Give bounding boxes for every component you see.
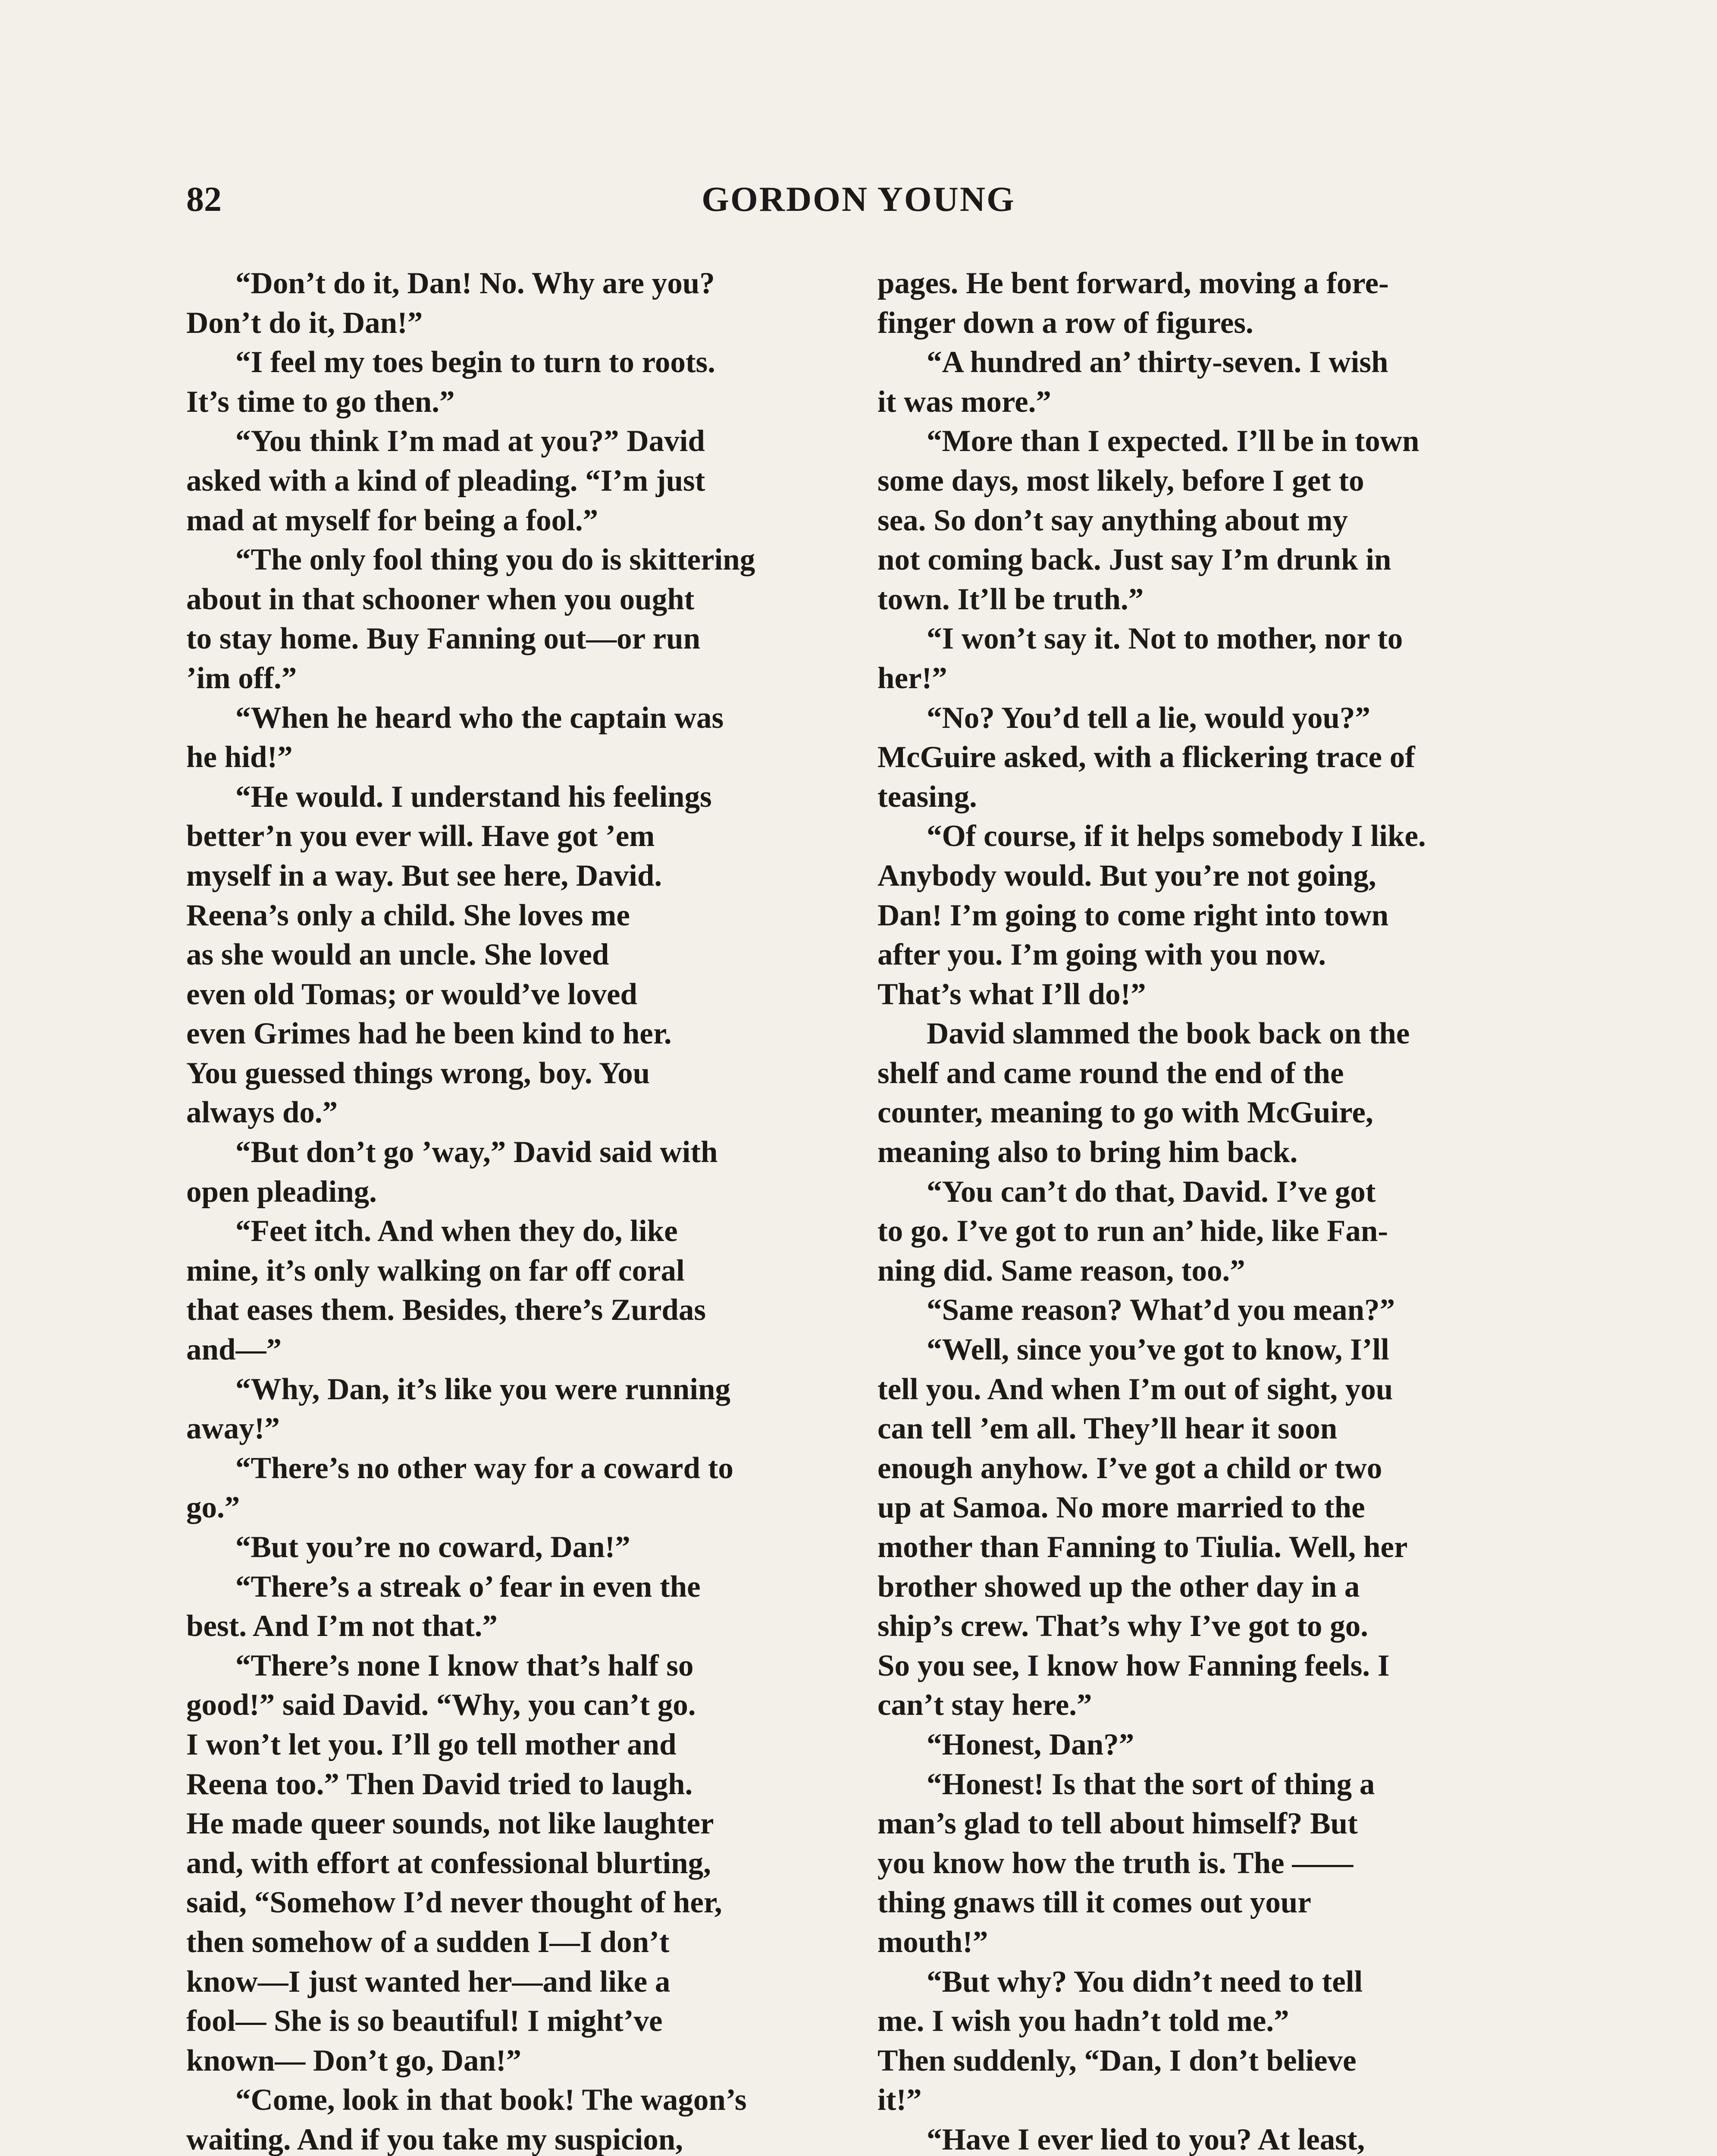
paragraph: “You can’t do that, David. I’ve got to go. I’ve got to run an’ hide, like Fan- ning did. Same reason, too.” xyxy=(877,1175,1388,1288)
paragraph: “Feet itch. And when they do, like mine, it’s only walking on far off coral that eases them. Besides, there’s Zurdas and—” xyxy=(186,1214,706,1367)
paragraph: “I feel my toes begin to turn to roots. It’s time to go then.” xyxy=(186,345,715,419)
paragraph: “No? You’d tell a lie, would you?” McGuire asked, with a flickering trace of teasing. xyxy=(877,701,1415,814)
paragraph: “Well, since you’ve got to know, I’ll tell you. And when I’m out of sight, you can tell ’em all. They’ll hear it soon enough anyhow. I’ve got a child or two up at Samoa. No more married to the mother than Fanning to Tiulia. Well, her brother showed up the other day in a ship’s crew. That’s why I’ve got to go. So you see, I know how Fanning feels. I can’t stay here.” xyxy=(877,1333,1408,1722)
paragraph: “Honest! Is that the sort of thing a man’s glad to tell about himself? But you know how the truth is. The —— thing gnaws till it comes out your mouth!” xyxy=(877,1767,1375,1959)
paragraph: “He would. I understand his feelings better’n you ever will. Have got ’em myself in a way. But see here, David. Reena’s only a child. She loves me as she would an uncle. She loved even old Tomas; or would’ve loved even Grimes had he been kind to her. You guessed things wrong, boy. You always do.” xyxy=(186,780,712,1130)
page-number: 82 xyxy=(186,179,222,219)
right-column xyxy=(877,264,1526,2156)
paragraph-continued: pages. He bent forward, moving a fore- finger down a row of figures. xyxy=(877,266,1389,340)
paragraph: “But you’re no coward, Dan!” xyxy=(235,1530,630,1564)
paragraph: “Don’t do it, Dan! No. Why are you? Don’t do it, Dan!” xyxy=(186,266,715,340)
paragraph: “There’s no other way for a coward to go.” xyxy=(186,1451,733,1525)
paragraph: “I won’t say it. Not to mother, nor to her!” xyxy=(877,622,1403,695)
paragraph: “Have I ever lied to you? At least, xyxy=(927,2122,1365,2156)
paragraph: “But why? You didn’t need to tell me. I wish you hadn’t told me.” Then suddenly, “Dan, I don’t believe it!” xyxy=(877,1965,1363,2117)
running-head: GORDON YOUNG xyxy=(702,179,1015,219)
paragraph: “You think I’m mad at you?” David asked with a kind of pleading. “I’m just mad at myself for being a fool.” xyxy=(186,424,705,537)
paragraph: “Why, Dan, it’s like you were running away!” xyxy=(186,1372,730,1446)
paragraph: David slammed the book back on the shelf and came round the end of the counter, meaning to go with McGuire, meaning also to bring him back. xyxy=(877,1017,1410,1169)
paragraph: “Same reason? What’d you mean?” xyxy=(927,1293,1395,1327)
paragraph: “Honest, Dan?” xyxy=(927,1727,1134,1761)
paragraph: “There’s none I know that’s half so good!” said David. “Why, you can’t go. I won’t let you. I’ll go tell mother and Reena too.” Then David tried to laugh. He made queer sounds, not like laughter and, with effort at confessional blurting, said, “Somehow I’d never thought of her, then somehow of a sudden I—I don’t know—I just wanted her—and like a fool— She is so beautiful! I might’ve known— Don’t go, Dan!” xyxy=(186,1648,722,2078)
paragraph: “When he heard who the captain was he hid!” xyxy=(186,701,724,774)
paragraph: “A hundred an’ thirty-seven. I wish it was more.” xyxy=(877,345,1388,419)
paragraph: “But don’t go ’way,” David said with open pleading. xyxy=(186,1135,718,1209)
paragraph: “There’s a streak o’ fear in even the best. And I’m not that.” xyxy=(186,1570,701,1643)
paragraph: “Of course, if it helps somebody I like. Anybody would. But you’re not going, Dan! I’m going to come right into town after you. I’m going with you now. That’s what I’ll do!” xyxy=(877,819,1426,1011)
paragraph: “Come, look in that book! The wagon’s waiting. And if you take my suspicion, xyxy=(186,2083,747,2156)
left-column xyxy=(186,264,835,2156)
paragraph: “More than I expected. I’ll be in town some days, most likely, before I get to sea. So don’t say anything about my not coming back. Just say I’m drunk in town. It’ll be truth.” xyxy=(877,424,1419,616)
paragraph: “The only fool thing you do is skittering about in that schooner when you ought to stay home. Buy Fanning out—or run ’im off.” xyxy=(186,543,755,695)
